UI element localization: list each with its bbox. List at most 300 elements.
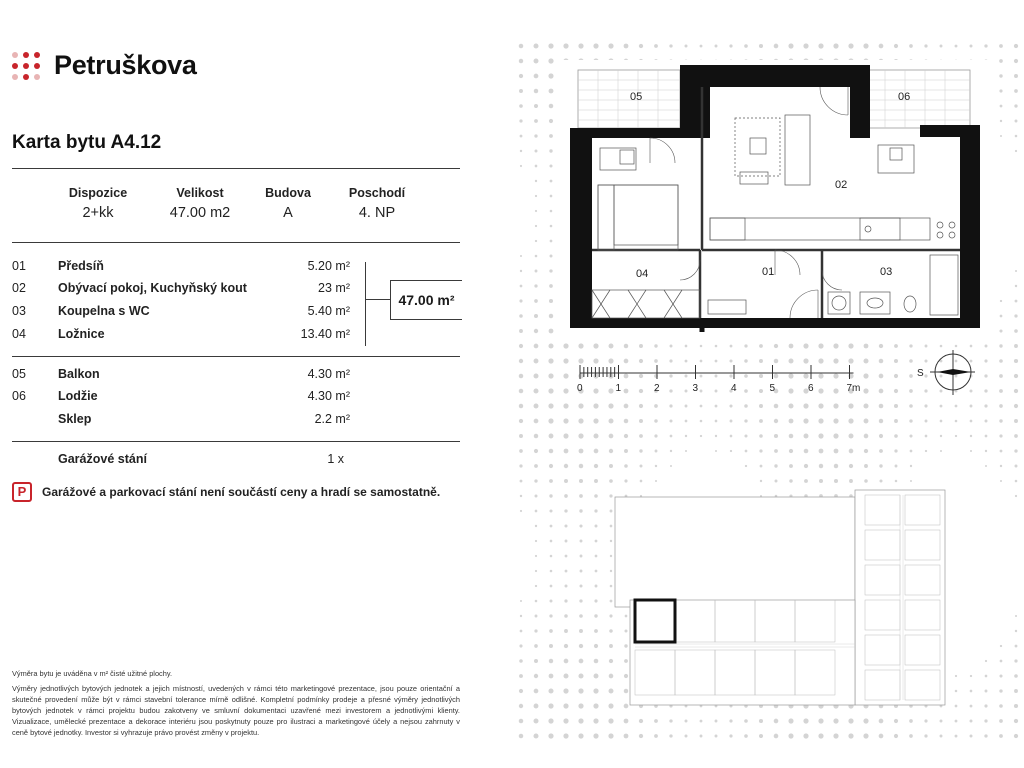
pattern-dot	[894, 374, 898, 378]
pattern-dot	[879, 734, 884, 739]
pattern-dot	[519, 119, 522, 122]
pattern-dot	[999, 404, 1003, 408]
loggia-06	[865, 70, 970, 128]
spec-label: Budova	[265, 186, 311, 200]
pattern-dot	[550, 180, 553, 183]
pattern-dot	[564, 524, 567, 527]
pattern-dot	[1014, 719, 1018, 723]
pattern-dot	[970, 720, 973, 723]
pattern-dot	[608, 403, 613, 408]
room-area: 5.20 m²	[307, 259, 350, 273]
pattern-dot	[848, 733, 853, 738]
pattern-dot	[669, 44, 672, 47]
pattern-dot	[548, 343, 553, 348]
pattern-dot	[609, 449, 613, 453]
pattern-dot	[700, 720, 703, 723]
pattern-dot	[744, 44, 748, 48]
plan-label-03: 03	[880, 266, 893, 278]
pattern-dot	[580, 570, 583, 573]
pattern-dot	[774, 464, 777, 467]
pattern-dot	[744, 344, 747, 347]
pattern-dot	[1014, 89, 1018, 93]
pattern-dot	[955, 690, 958, 693]
pattern-dot	[595, 555, 598, 558]
pattern-dot	[594, 644, 598, 648]
pattern-dot	[519, 89, 523, 93]
pattern-dot	[999, 344, 1002, 347]
pattern-dot	[563, 703, 568, 708]
pattern-dot	[548, 358, 553, 363]
pattern-dot	[550, 225, 553, 228]
pattern-dot	[685, 405, 688, 408]
pattern-dot	[520, 165, 522, 167]
pattern-dot	[550, 540, 553, 543]
pattern-dot	[520, 615, 522, 617]
pattern-dot	[534, 299, 538, 303]
pattern-dot	[894, 404, 898, 408]
pattern-dot	[924, 404, 927, 407]
extra-name: Sklep	[58, 412, 92, 426]
pattern-dot	[519, 659, 523, 663]
pattern-dot	[685, 450, 687, 452]
pattern-dot	[970, 405, 973, 408]
pattern-dot	[578, 718, 583, 723]
pattern-dot	[1014, 704, 1018, 708]
pattern-dot	[609, 434, 614, 439]
pattern-dot	[624, 479, 627, 482]
pattern-dot	[595, 570, 598, 573]
pattern-dot	[730, 420, 733, 423]
pattern-dot	[520, 150, 522, 152]
pattern-dot	[563, 43, 568, 48]
pattern-dot	[940, 45, 943, 48]
room-area: 5.40 m²	[307, 304, 350, 318]
pattern-dot	[879, 404, 884, 409]
pattern-dot	[894, 44, 898, 48]
pattern-dot	[715, 735, 718, 738]
pattern-dot	[999, 719, 1003, 723]
pattern-dot	[654, 344, 657, 347]
pattern-dot	[803, 43, 808, 48]
plan-label-05: 05	[630, 91, 643, 103]
total-area-box: 47.00 m²	[390, 280, 462, 320]
pattern-dot	[534, 629, 537, 632]
pattern-dot	[549, 659, 553, 663]
logo	[12, 50, 197, 81]
pattern-dot	[819, 464, 823, 468]
pattern-dot	[985, 435, 988, 438]
pattern-dot	[759, 419, 763, 423]
room-number: 04	[12, 327, 26, 341]
pattern-dot	[608, 718, 613, 723]
plan-label-06: 06	[898, 91, 911, 103]
pattern-dot	[579, 659, 584, 664]
pattern-dot	[1015, 120, 1018, 123]
room-name: Obývací pokoj, Kuchyňský kout	[58, 281, 247, 295]
pattern-dot	[548, 73, 553, 78]
pattern-dot	[715, 345, 718, 348]
pattern-dot	[535, 225, 537, 227]
pattern-dot	[894, 719, 898, 723]
extra-area: 2.2 m²	[314, 412, 350, 426]
pattern-dot	[745, 450, 748, 453]
pattern-dot	[774, 719, 779, 724]
pattern-dot	[533, 373, 538, 378]
pattern-dot	[715, 720, 718, 723]
pattern-dot	[1014, 104, 1017, 107]
pattern-dot	[984, 389, 987, 392]
pattern-dot	[955, 405, 958, 408]
pattern-dot	[1000, 660, 1003, 663]
pattern-dot	[940, 435, 942, 437]
pattern-dot	[894, 434, 898, 438]
pattern-dot	[759, 719, 763, 723]
pattern-dot	[578, 418, 583, 423]
pattern-dot	[774, 419, 778, 423]
pattern-dot	[864, 464, 868, 468]
pattern-dot	[879, 389, 884, 394]
pattern-dot	[1000, 465, 1002, 467]
extra-name: Lodžie	[58, 389, 98, 403]
pattern-dot	[1000, 645, 1002, 647]
pattern-dot	[534, 74, 539, 79]
pattern-dot	[549, 629, 553, 633]
pattern-dot	[639, 719, 643, 723]
pattern-dot	[1014, 314, 1017, 317]
pattern-dot	[774, 449, 778, 453]
scale-label: 4	[731, 383, 737, 394]
pattern-dot	[639, 419, 643, 423]
pattern-dot	[1014, 659, 1017, 662]
pattern-dot	[999, 374, 1003, 378]
pattern-dot	[548, 373, 553, 378]
pattern-dot	[910, 465, 912, 467]
pattern-dot	[563, 418, 568, 423]
compass-needle-icon	[953, 369, 971, 375]
pattern-dot	[534, 689, 539, 694]
pattern-dot	[548, 718, 553, 723]
pattern-dot	[774, 44, 779, 49]
room-area: 13.40 m²	[300, 327, 350, 341]
pattern-dot	[848, 718, 853, 723]
disclaimer-body: Výměry jednotlivých bytových jednotek a jejich místností, uvedených v rámci této marketingové prezentace, jsou pouze orientační a skutečné provedení může být v rámci stavební tolerance mírně odlišné. Kompletní podmínky prodeje a přesné výměry jednotlivých bytových jednotek v rámci projektu budou zakotveny ve smluvní dokumentaci uzavřené mezi investorem a jednotlivými klienty. Vizualizace, umělecké prezentace a dekorace interiéru jsou poskytnuty pouze pro ilustraci a marketingové účely a nejsou zahrnuty v ceně bytové jednotky. Investor si vyhrazuje právo provést změny v projektu.	[12, 684, 460, 737]
pattern-dot	[565, 540, 568, 543]
scale-label: 7m	[846, 383, 861, 394]
pattern-dot	[984, 374, 987, 377]
pattern-dot	[519, 719, 524, 724]
pattern-dot	[535, 270, 538, 273]
pattern-dot	[608, 733, 613, 738]
pattern-dot	[700, 435, 702, 437]
spec-floor	[334, 186, 420, 221]
pattern-dot	[654, 44, 658, 48]
pattern-dot	[759, 434, 763, 438]
pattern-dot	[849, 449, 854, 454]
divider	[12, 168, 460, 169]
pattern-dot	[1014, 389, 1018, 393]
pattern-dot	[654, 734, 658, 738]
pattern-dot	[519, 689, 523, 693]
pattern-dot	[594, 614, 597, 617]
pattern-dot	[563, 358, 568, 363]
pattern-dot	[549, 329, 554, 334]
pattern-dot	[563, 688, 568, 693]
pattern-dot	[578, 43, 583, 48]
pattern-dot	[519, 299, 522, 302]
pattern-dot	[578, 703, 583, 708]
room-name: Ložnice	[58, 327, 105, 341]
pattern-dot	[550, 210, 553, 213]
pattern-dot	[655, 450, 658, 453]
pattern-dot	[1014, 689, 1018, 693]
pattern-dot	[804, 434, 809, 439]
pattern-dot	[579, 479, 583, 483]
pattern-dot	[550, 240, 553, 243]
pattern-dot	[564, 509, 567, 512]
pattern-dot	[670, 435, 673, 438]
pattern-dot	[519, 59, 523, 63]
pattern-dot	[760, 480, 762, 482]
pattern-dot	[563, 733, 568, 738]
extra-area: 4.30 m²	[307, 367, 350, 381]
pattern-dot	[535, 195, 537, 197]
pattern-dot	[624, 434, 628, 438]
pattern-dot	[578, 433, 583, 438]
pattern-dot	[565, 555, 568, 558]
pattern-dot	[578, 403, 583, 408]
pattern-dot	[849, 479, 853, 483]
pattern-dot	[1014, 434, 1018, 438]
plan-interior	[592, 138, 960, 318]
logo-dot	[23, 74, 29, 80]
pattern-dot	[534, 59, 539, 64]
pattern-dot	[985, 675, 988, 678]
pattern-dot	[729, 44, 732, 47]
pattern-dot	[594, 629, 598, 633]
pattern-dot	[639, 404, 643, 408]
pattern-dot	[640, 480, 643, 483]
pattern-dot	[519, 329, 523, 333]
pattern-dot	[789, 449, 793, 453]
pattern-dot	[550, 525, 553, 528]
pattern-dot	[955, 735, 958, 738]
garage-count: 1 x	[327, 452, 344, 466]
pattern-dot	[833, 433, 838, 438]
north-arrow	[915, 345, 980, 400]
pattern-dot	[684, 44, 687, 47]
pattern-dot	[578, 673, 583, 678]
pattern-dot	[1000, 480, 1002, 482]
pattern-dot	[819, 479, 823, 483]
pattern-dot	[864, 449, 868, 453]
pattern-dot	[848, 43, 853, 48]
pattern-dot	[924, 44, 927, 47]
pattern-dot	[595, 540, 598, 543]
pattern-dot	[669, 734, 672, 737]
pattern-dot	[1000, 315, 1003, 318]
pattern-dot	[759, 734, 763, 738]
pattern-dot	[519, 449, 523, 453]
pattern-dot	[970, 705, 973, 708]
spec-building	[242, 186, 334, 221]
pattern-dot	[999, 734, 1003, 738]
compass-label: S	[917, 368, 924, 379]
pattern-dot	[744, 734, 748, 738]
pattern-dot	[999, 674, 1002, 677]
pattern-dot	[909, 734, 913, 738]
divider	[12, 441, 460, 442]
pattern-dot	[803, 418, 808, 423]
pattern-dot	[999, 329, 1002, 332]
pattern-dot	[1015, 495, 1017, 497]
pattern-dot	[550, 195, 553, 198]
pattern-dot	[534, 89, 538, 93]
pattern-dot	[519, 644, 522, 647]
pattern-dot	[999, 359, 1003, 363]
pattern-dot	[535, 615, 538, 618]
pattern-dot	[970, 450, 972, 452]
pattern-dot	[595, 585, 598, 588]
pattern-dot	[520, 270, 522, 272]
pattern-dot	[564, 494, 568, 498]
pattern-dot	[534, 134, 537, 137]
pattern-dot	[833, 343, 838, 348]
pattern-dot	[579, 494, 583, 498]
pattern-dot	[833, 403, 838, 408]
pattern-dot	[535, 240, 537, 242]
pattern-dot	[639, 464, 642, 467]
pattern-dot	[670, 450, 672, 452]
pattern-dot	[955, 45, 958, 48]
pattern-dot	[999, 419, 1002, 422]
pattern-dot	[563, 343, 568, 348]
pattern-dot	[700, 345, 703, 348]
pattern-dot	[759, 44, 763, 48]
pattern-dot	[533, 43, 538, 48]
pattern-dot	[985, 345, 988, 348]
disclaimer	[12, 668, 460, 738]
pattern-dot	[639, 734, 643, 738]
pattern-dot	[744, 404, 748, 408]
pattern-dot	[909, 374, 913, 378]
pattern-dot	[774, 344, 778, 348]
pattern-dot	[894, 389, 898, 393]
pattern-dot	[534, 704, 539, 709]
pattern-dot	[879, 479, 882, 482]
pattern-dot	[639, 434, 643, 438]
pattern-dot	[533, 718, 538, 723]
pattern-dot	[534, 119, 538, 123]
pattern-dot	[999, 89, 1002, 92]
pattern-dot	[834, 464, 838, 468]
pattern-dot	[894, 734, 898, 738]
pattern-dot	[685, 720, 688, 723]
pattern-dot	[879, 434, 883, 438]
page-title: Karta bytu A4.12	[12, 132, 162, 153]
pattern-dot	[594, 494, 598, 498]
plan-label-02: 02	[835, 179, 848, 191]
pattern-dot	[579, 449, 584, 454]
pattern-dot	[624, 404, 629, 409]
pattern-dot	[1015, 630, 1017, 632]
pattern-dot	[985, 690, 988, 693]
divider	[12, 242, 460, 243]
extra-number: 05	[12, 367, 26, 381]
pattern-dot	[1015, 480, 1018, 483]
pattern-dot	[548, 733, 553, 738]
pattern-dot	[550, 570, 553, 573]
total-bracket	[365, 262, 366, 346]
pattern-dot	[550, 555, 553, 558]
pattern-dot	[564, 659, 569, 664]
pattern-dot	[818, 403, 823, 408]
parking-text: Garážové a parkovací stání není součástí ceny a hradí se samostatně.	[42, 485, 441, 499]
pattern-dot	[909, 344, 912, 347]
pattern-dot	[534, 284, 537, 287]
pattern-dot	[519, 74, 523, 78]
pattern-dot	[715, 420, 718, 423]
spec-label: Poschodí	[348, 186, 406, 200]
logo-dot	[12, 63, 18, 69]
garage-label: Garážové stání	[58, 452, 147, 466]
pattern-dot	[519, 104, 523, 108]
pattern-dot	[520, 600, 522, 602]
pattern-dot	[520, 630, 523, 633]
pattern-dot	[519, 389, 524, 394]
balcony-05	[578, 70, 680, 128]
pattern-dot	[909, 419, 912, 422]
pattern-dot	[563, 403, 568, 408]
brand-name: Petruškova	[54, 50, 197, 80]
pattern-dot	[563, 373, 568, 378]
pattern-dot	[519, 734, 524, 739]
pattern-dot	[549, 299, 553, 303]
pattern-dot	[789, 479, 792, 482]
pattern-dot	[533, 388, 538, 393]
room-name: Předsíň	[58, 259, 104, 273]
pattern-dot	[519, 419, 523, 423]
pattern-dot	[624, 734, 629, 739]
pattern-dot	[970, 735, 973, 738]
pattern-dot	[563, 433, 568, 438]
pattern-dot	[700, 405, 703, 408]
pattern-dot	[999, 74, 1002, 77]
pattern-dot	[578, 688, 583, 693]
pattern-dot	[1014, 44, 1018, 48]
pattern-dot	[550, 255, 553, 258]
pattern-dot	[519, 314, 523, 318]
pattern-dot	[940, 720, 943, 723]
pattern-dot	[534, 659, 538, 663]
pattern-dot	[534, 674, 538, 678]
pattern-dot	[563, 673, 568, 678]
pattern-dot	[955, 420, 958, 423]
logo-dot	[34, 52, 40, 58]
pattern-dot	[909, 359, 913, 363]
pattern-dot	[1014, 59, 1018, 63]
pattern-dot	[549, 284, 553, 288]
pattern-dot	[549, 479, 553, 483]
pattern-dot	[593, 343, 598, 348]
pattern-dot	[803, 718, 808, 723]
pattern-dot	[985, 465, 987, 467]
pattern-dot	[788, 403, 793, 408]
pattern-dot	[594, 599, 597, 602]
pattern-dot	[549, 119, 553, 123]
pattern-dot	[984, 404, 987, 407]
pattern-dot	[1000, 105, 1003, 108]
scale-label: 5	[769, 383, 776, 394]
